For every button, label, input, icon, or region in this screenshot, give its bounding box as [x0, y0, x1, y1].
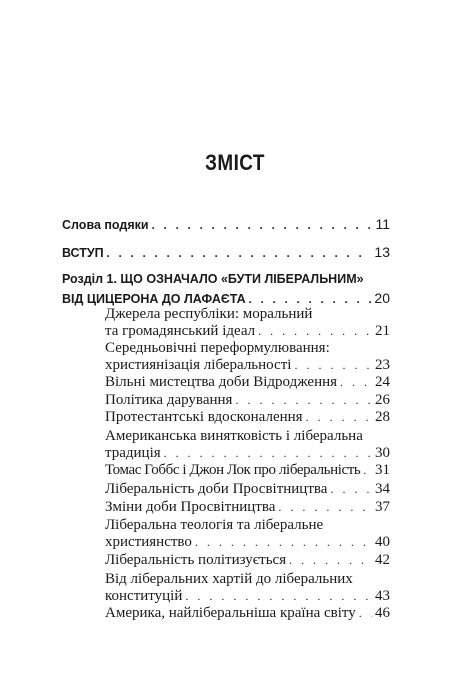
leader-dots [278, 500, 372, 515]
toc-entry [105, 409, 390, 426]
toc-entry-line [105, 571, 390, 588]
toc-entry-title: конституцій [105, 588, 183, 604]
toc-entry [105, 499, 390, 516]
leader-dots [152, 218, 373, 233]
leader-dots [185, 589, 372, 604]
toc-entry [62, 244, 390, 261]
toc-entry [105, 392, 390, 409]
leader-dots [289, 553, 372, 568]
leader-dots [363, 463, 372, 478]
toc-page-number: 46 [375, 605, 390, 621]
toc-page-number: 28 [375, 409, 390, 425]
toc-entry-title: Слова подяки [62, 218, 149, 232]
leader-dots [258, 324, 372, 339]
toc-entry [62, 290, 390, 307]
toc-entry-line [105, 306, 390, 323]
toc-page-number: 21 [375, 323, 390, 339]
toc-entry-title: Томас Гоббс і Джон Лок про ліберальність [105, 462, 361, 478]
toc-entry [105, 357, 390, 374]
toc-entry-title: та громадянський ідеал [105, 323, 256, 339]
toc-entry-title: християнство [105, 534, 192, 550]
toc-entry-title: традиція [105, 445, 161, 461]
toc-page-number: 23 [375, 357, 390, 373]
chapter-heading [62, 272, 390, 286]
toc-entry [105, 462, 390, 479]
toc-entry [62, 216, 390, 233]
toc-page-number: 26 [375, 392, 390, 408]
toc-entry-title: ВСТУП [62, 246, 104, 260]
toc-entry [105, 445, 390, 462]
leader-dots [164, 446, 372, 461]
toc-entry-title: Американська винятковість і ліберальна [105, 428, 363, 444]
leader-dots [294, 358, 372, 373]
toc-entry-title: ВІД ЦИЦЕРОНА ДО ЛАФАЄТА [62, 292, 246, 306]
toc-entry [105, 605, 390, 622]
toc-page-number: 20 [374, 290, 390, 306]
toc-page-number: 30 [375, 445, 390, 461]
toc-entry [105, 534, 390, 551]
toc-entry-title: Політика дарування [105, 392, 233, 408]
toc-entry-title: Ліберальна теологія та ліберальне [105, 517, 324, 533]
leader-dots [195, 535, 372, 550]
toc-entry-title: Америка, найліберальніша країна світу [105, 605, 356, 621]
leader-dots [107, 246, 372, 261]
toc-page-number: 24 [375, 374, 390, 390]
leader-dots [359, 606, 372, 621]
toc-entry-title: Від ліберальних хартій до ліберальних [105, 571, 353, 587]
toc-entry-title: Розділ 1. ЩО ОЗНАЧАЛО «БУТИ ЛІБЕРАЛЬНИМ» [62, 272, 364, 286]
toc-entry [105, 481, 390, 498]
toc-entry-title: Ліберальність політизується [105, 552, 287, 568]
toc-entry-line [105, 340, 390, 357]
toc-entry-line [105, 428, 390, 445]
toc-page-number: 31 [375, 462, 390, 478]
toc-entry [105, 552, 390, 569]
leader-dots [249, 292, 372, 307]
toc-entry-title: Вільні мистецтва доби Відродження [105, 374, 338, 390]
toc-entry [105, 323, 390, 340]
toc-page-number: 37 [375, 499, 390, 515]
toc-entry [105, 588, 390, 605]
toc-page-number: 34 [375, 481, 390, 497]
toc-entry-title: Протестантські вдосконалення [105, 409, 303, 425]
toc-entry-title: Ліберальність доби Просвітництва [105, 481, 328, 497]
toc-page-number: 11 [375, 216, 390, 232]
toc-page-number: 13 [374, 244, 390, 260]
toc-page-number: 40 [375, 534, 390, 550]
leader-dots [235, 393, 372, 408]
toc-page-number: 43 [375, 588, 390, 604]
leader-dots [306, 410, 372, 425]
toc-entry-line [105, 517, 390, 534]
page-title: ЗМІСТ [205, 150, 265, 175]
leader-dots [330, 482, 372, 497]
toc-page-number: 42 [375, 552, 390, 568]
toc-entry-title: християнізація ліберальності [105, 357, 292, 373]
toc-entry-title: Зміни доби Просвітництва [105, 499, 276, 515]
toc-entry-title: Середньовічні переформулювання: [105, 340, 330, 356]
toc-entry [105, 374, 390, 391]
leader-dots [340, 375, 372, 390]
toc-entry-title: Джерела республіки: моральний [105, 306, 313, 322]
